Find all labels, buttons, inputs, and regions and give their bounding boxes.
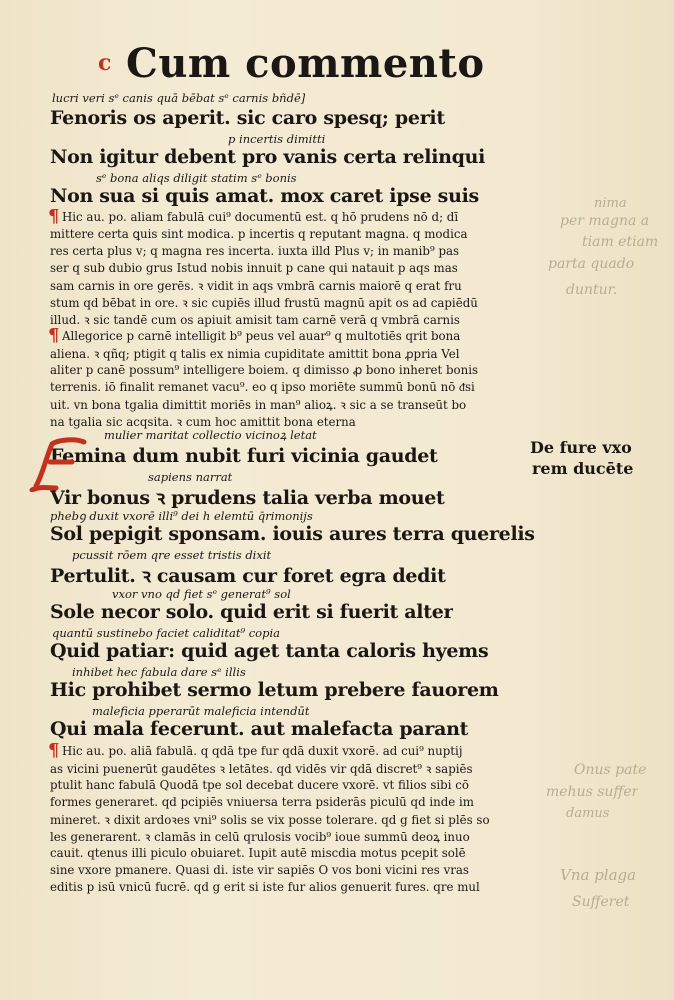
commentary-line: na tgalia sic acqsita. ꝛ cum hoc amittit bona eterna <box>50 415 356 429</box>
commentary-line: Hic au. po. aliā fabulā. q qdā tpe fur qdā duxit vxorē. ad cui⁹ nuptij <box>62 744 463 758</box>
commentary-line: Allegorice p carnē intelligit b⁹ peus vel auar⁹ q multotiēs qrit bona <box>62 329 461 343</box>
commentary-line: mittere certa ꝗuis sint modica. p incertis q reputant magna. q modica <box>50 227 468 241</box>
commentary-line: sam carnis in ore gerēs. ꝛ vidit in aqs vmbrā carnis maiorē q erat fru <box>50 279 462 293</box>
handwritten-marginal-note: Vna plaga <box>560 866 637 884</box>
commentary-line: mineret. ꝛ dixit ardoꝛes vni⁹ solis se vix posse tolerare. qd g fiet si plēs so <box>50 813 490 827</box>
gloss-line: mulier maritat collectio vicinoꝝ letat <box>104 428 317 442</box>
gloss-line: inhibet hec fabula dare sᵉ illis <box>72 665 246 679</box>
gloss-line: p incertis dimitti <box>228 132 326 146</box>
gloss-line: quantū sustinebo faciet caliditat⁹ copia <box>52 626 281 640</box>
commentary-line: stum qd bēbat in ore. ꝛ sic cupiēs illud frustū magnū apit os ad capiēdū <box>50 296 478 310</box>
commentary-line: ptulit hanc fabulā Quodā tpe sol decebat ducere vxorē. vt filios sibi cō <box>50 778 469 792</box>
handwritten-marginal-note: mehus suffer <box>546 784 639 800</box>
page-title: Cum commento <box>126 40 485 87</box>
commentary-line: res certa plus v; q magna res incerta. iuxta illd Plus v; in manib⁹ pas <box>50 244 460 258</box>
commentary-line: cauit. qtenus illi piculo obuiaret. Iupit autē miscdia motus pcepit solē <box>50 846 466 860</box>
gloss-line: maleficia pperarūt maleficia intendūt <box>92 704 310 718</box>
rubric-mark: c <box>98 50 112 76</box>
verse-line: Non sua si quis amat. mox caret ipse suis <box>50 185 479 207</box>
commentary-line: terrenis. iō finalit remanet vacu⁹. eo q ipso moriēte summū bonū nō ᵭsi <box>50 380 475 394</box>
side-heading-line-2: rem ducēte <box>532 459 634 478</box>
handwritten-marginal-note: parta quado <box>548 256 635 272</box>
verse-line: Qui mala fecerunt. aut malefacta parant <box>50 718 469 740</box>
handwritten-marginal-note: per magna a <box>560 213 650 229</box>
verse-line: Hic prohibet sermo letum prebere fauorem <box>50 679 499 701</box>
gloss-line: vxor vno qd fiet sᵉ generat⁹ sol <box>112 587 291 601</box>
handwritten-marginal-note: damus <box>566 806 610 821</box>
gloss-line: sapiens narrat <box>148 470 233 484</box>
verse-line: Non igitur debent pro vanis certa relinqui <box>50 146 486 168</box>
commentary-line: aliter p canē possum⁹ intelligere boiem. q dimisso ꝓ bono inheret bonis <box>50 363 479 377</box>
commentary-line: les generarent. ꝛ clamās in celū qrulosis vocib⁹ ioue summū deoꝝ inuo <box>50 830 470 844</box>
commentary-line: aliena. ꝛ qñq; ptigit q talis ex nimia cupiditate amittit bona ꝓpria Vel <box>50 347 460 361</box>
decorated-initial-f <box>28 436 88 492</box>
gloss-line: phebꝯ duxit vxorē illi⁹ dei h elemtū q̄rimonijs <box>50 509 313 523</box>
commentary-line: Hic au. po. aliam fabulā cui⁹ documentū est. q hō prudens nō d; dī <box>62 210 459 224</box>
verse-line: Pertulit. ꝛ causam cur foret egra dedit <box>50 565 446 587</box>
verse-line: Femina dum nubit furi vicinia gaudet <box>50 445 438 467</box>
paragraph-mark-1: ¶ <box>48 206 60 227</box>
gloss-line: lucri veri sᵉ canis quā bēbat sᵉ carnis bñdē] <box>52 91 306 105</box>
commentary-line: uit. vn bona tgalia dimittit moriēs in man⁹ alioꝝ. ꝛ sic a se transeūt bo <box>50 398 467 412</box>
verse-line: Fenoris os aperit. sic caro spesq; perit <box>50 107 445 129</box>
commentary-line: editis p isū vnicū fucrē. qd g erit si iste fur alios genuerit fures. qre mul <box>50 880 480 894</box>
handwritten-marginal-note: tiam etiam <box>582 234 659 250</box>
commentary-line: ser q sub dubio grus Istud nobis innuit p cane qui natauit p aqs mas <box>50 261 458 275</box>
verse-line: Vir bonus ꝛ prudens talia verba mouet <box>50 487 445 509</box>
gloss-line: pcussit rōem qre esset tristis dixit <box>72 548 272 562</box>
commentary-line: sine vxore pmanere. Quasi di. iste vir sapiēs O vos boni vicini res vras <box>50 863 469 877</box>
commentary-line: formes generaret. qd pcipiēs vniuersa terra psiderās piculū qd inde im <box>50 795 474 809</box>
handwritten-marginal-note: Sufferet <box>572 894 630 910</box>
verse-line: Sol pepigit sponsam. iouis aures terra querelis <box>50 523 535 545</box>
paragraph-mark-3: ¶ <box>48 740 60 761</box>
commentary-line: illud. ꝛ sic tandē cum os apiuit amisit tam carnē verā q vmbrā carnis <box>50 313 460 327</box>
handwritten-marginal-note: Onus pate <box>574 762 647 778</box>
paragraph-mark-2: ¶ <box>48 325 60 346</box>
verse-line: Sole necor solo. quid erit si fuerit alter <box>50 601 454 623</box>
gloss-line: sᵉ bona aliqs diligit statim sᵉ bonis <box>96 171 297 185</box>
handwritten-marginal-note: nima <box>594 196 627 211</box>
side-heading-line-1: De fure vxo <box>530 438 632 457</box>
commentary-line: as vicini puenerūt gaudētes ꝛ letātes. qd vidēs vir qdā discret⁹ ꝛ sapiēs <box>50 762 473 776</box>
verse-line: Quid patiar: quid aget tanta caloris hyems <box>50 640 489 662</box>
handwritten-marginal-note: duntur. <box>566 282 618 298</box>
